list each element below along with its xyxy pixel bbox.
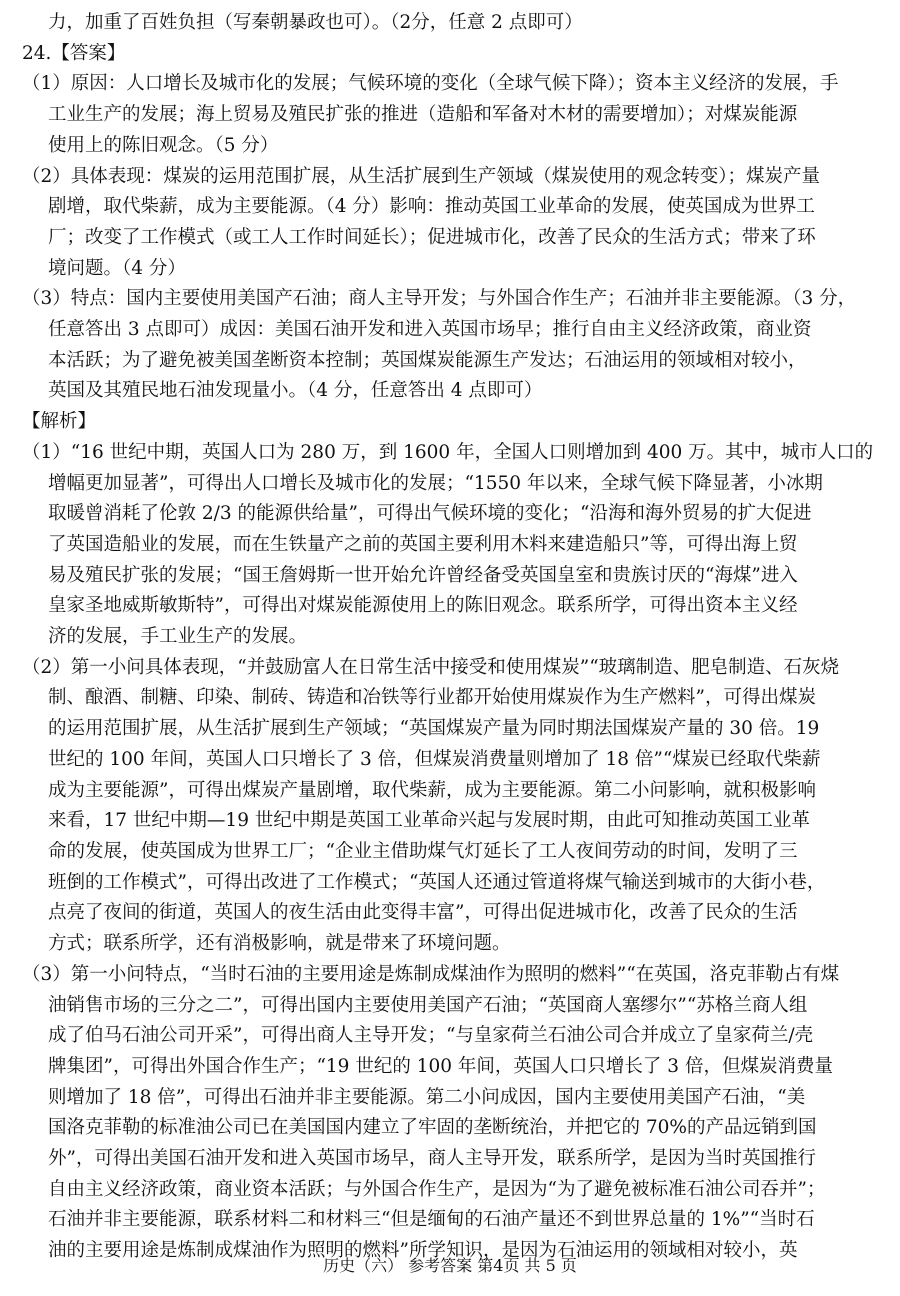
text-line: 点亮了夜间的街道，英国人的夜生活由此变得丰富”，可得出促进城市化，改善了民众的生活 xyxy=(48,902,798,924)
text-line: 力，加重了百姓负担（写秦朝暴政也可）。（2分，任意 2 点即可） xyxy=(48,12,583,33)
text-line: （1）“16 世纪中期，英国人口为 280 万，到 1600 年，全国人口则增加到 400 万。其中，城市人口的 xyxy=(22,441,874,463)
text-line: 剧增，取代柴薪，成为主要能源。（4 分）影响：推动英国工业革命的发展，使英国成为世界工 xyxy=(48,196,815,218)
text-line: 了英国造船业的发展，而在生铁量产之前的英国主要利用木料来建造船只”等，可得出海上贸 xyxy=(48,533,798,555)
text-line: （1）原因：人口增长及城市化的发展；气候环境的变化（全球气候下降）；资本主义经济的发展，手 xyxy=(22,73,839,95)
answer-text-body xyxy=(22,8,878,1267)
text-line: （2）第一小问具体表现，“并鼓励富人在日常生活中接受和使用煤炭”“玻璃制造、肥皂制造、石灰烧 xyxy=(22,656,840,678)
text-line: 方式；联系所学，还有消极影响，就是带来了环境问题。 xyxy=(48,933,511,955)
text-line: 济的发展，手工业生产的发展。 xyxy=(48,626,308,648)
text-line: （2）具体表现：煤炭的运用范围扩展，从生活扩展到生产领域（煤炭使用的观念转变）；煤炭产量 xyxy=(22,165,821,187)
text-line: 油销售市场的三分之二”，可得出国内主要使用美国产石油；“英国商人塞缪尔”“苏格兰商人组 xyxy=(48,994,808,1016)
text-line: 厂；改变了工作模式（或工人工作时间延长）；促进城市化，改善了民众的生活方式；带来了环 xyxy=(48,226,816,248)
text-line: 成了伯马石油公司开采”，可得出商人主导开发；“与皇家荷兰石油公司合并成立了皇家荷兰/壳 xyxy=(48,1025,814,1047)
text-line: 【解析】 xyxy=(22,411,97,433)
text-line: 24.【答案】 xyxy=(22,42,126,64)
text-line: 牌集团”，可得出外国合作生产；“19 世纪的 100 年间，英国人口只增长了 3 倍，但煤炭消费量 xyxy=(48,1055,833,1077)
text-line: 来看，17 世纪中期—19 世纪中期是英国工业革命兴起与发展时期，由此可知推动英国工业革 xyxy=(48,810,810,832)
text-line: 油的主要用途是炼制成煤油作为照明的燃料”所学知识，是因为石油运用的领域相对较小，英 xyxy=(48,1240,798,1262)
text-line: 易及殖民扩张的发展；“国王詹姆斯一世开始允许曾经备受英国皇室和贵族讨厌的“海煤”进入 xyxy=(48,564,798,586)
text-line: 制、酿酒、制糖、印染、制砖、铸造和冶铁等行业都开始使用煤炭作为生产燃料”，可得出煤炭 xyxy=(48,687,816,709)
text-line: （3）特点：国内主要使用美国产石油；商人主导开发；与外国合作生产；石油并非主要能源。（3 分， xyxy=(22,288,857,310)
text-line: 外”，可得出美国石油开发和进入英国市场早，商人主导开发，联系所学，是因为当时英国推行 xyxy=(48,1148,816,1170)
text-line: 国洛克菲勒的标准油公司已在美国国内建立了牢固的垄断统治，并把它的 70%的产品远销到国 xyxy=(48,1117,817,1139)
text-line: 使用上的陈旧观念。（5 分） xyxy=(48,134,279,156)
text-line: 世纪的 100 年间，英国人口只增长了 3 倍，但煤炭消费量则增加了 18 倍”“煤炭已经取代柴薪 xyxy=(48,748,821,770)
text-line: 境问题。（4 分） xyxy=(48,257,186,279)
text-line: 则增加了 18 倍”，可得出石油并非主要能源。第二小问成因，国内主要使用美国产石油，“美 xyxy=(48,1086,806,1108)
text-line: 命的发展，使英国成为世界工厂；“企业主借助煤气灯延长了工人夜间劳动的时间，发明了三 xyxy=(48,840,798,862)
text-line: 石油并非主要能源，联系材料二和材料三“但是缅甸的石油产量还不到世界总量的 1%”“当时石 xyxy=(48,1209,815,1231)
text-line: 英国及其殖民地石油发现量小。（4 分，任意答出 4 点即可） xyxy=(48,380,543,402)
page-footer: 历史（六） 参考答案 第4页 共 5 页 xyxy=(323,1256,577,1275)
text-line: 任意答出 3 点即可）成因：美国石油开发和进入英国市场早；推行自由主义经济政策，商业资 xyxy=(48,319,812,341)
text-line: 本活跃；为了避免被美国垄断资本控制；英国煤炭能源生产发达；石油运用的领域相对较小， xyxy=(48,349,807,371)
text-line: 工业生产的发展；海上贸易及殖民扩张的推进（造船和军备对木材的需要增加）；对煤炭能源 xyxy=(48,104,798,126)
text-line: 自由主义经济政策，商业资本活跃；与外国合作生产，是因为“为了避免被标准石油公司吞并”； xyxy=(48,1178,826,1200)
text-line: 的运用范围扩展，从生活扩展到生产领域；“英国煤炭产量为同时期法国煤炭产量的 30 倍。19 xyxy=(48,718,820,740)
text-line: 取暖曾消耗了伦敦 2/3 的能源供给量”，可得出气候环境的变化；“沿海和海外贸易的扩大促进 xyxy=(48,503,812,525)
text-line: （3）第一小问特点，“当时石油的主要用途是炼制成煤油作为照明的燃料”“在英国，洛克菲勒占有煤 xyxy=(22,963,840,985)
text-line: 成为主要能源”，可得出煤炭产量剧增，取代柴薪，成为主要能源。第二小问影响，就积极影响 xyxy=(48,779,816,801)
text-line: 班倒的工作模式”，可得出改进了工作模式；“英国人还通过管道将煤气输送到城市的大街小巷， xyxy=(48,871,826,893)
text-line: 增幅更加显著”，可得出人口增长及城市化的发展；“1550 年以来，全球气候下降显著，小冰期 xyxy=(48,472,823,494)
text-line: 皇家圣地威斯敏斯特”，可得出对煤炭能源使用上的陈旧观念。联系所学，可得出资本主义经 xyxy=(48,595,798,617)
